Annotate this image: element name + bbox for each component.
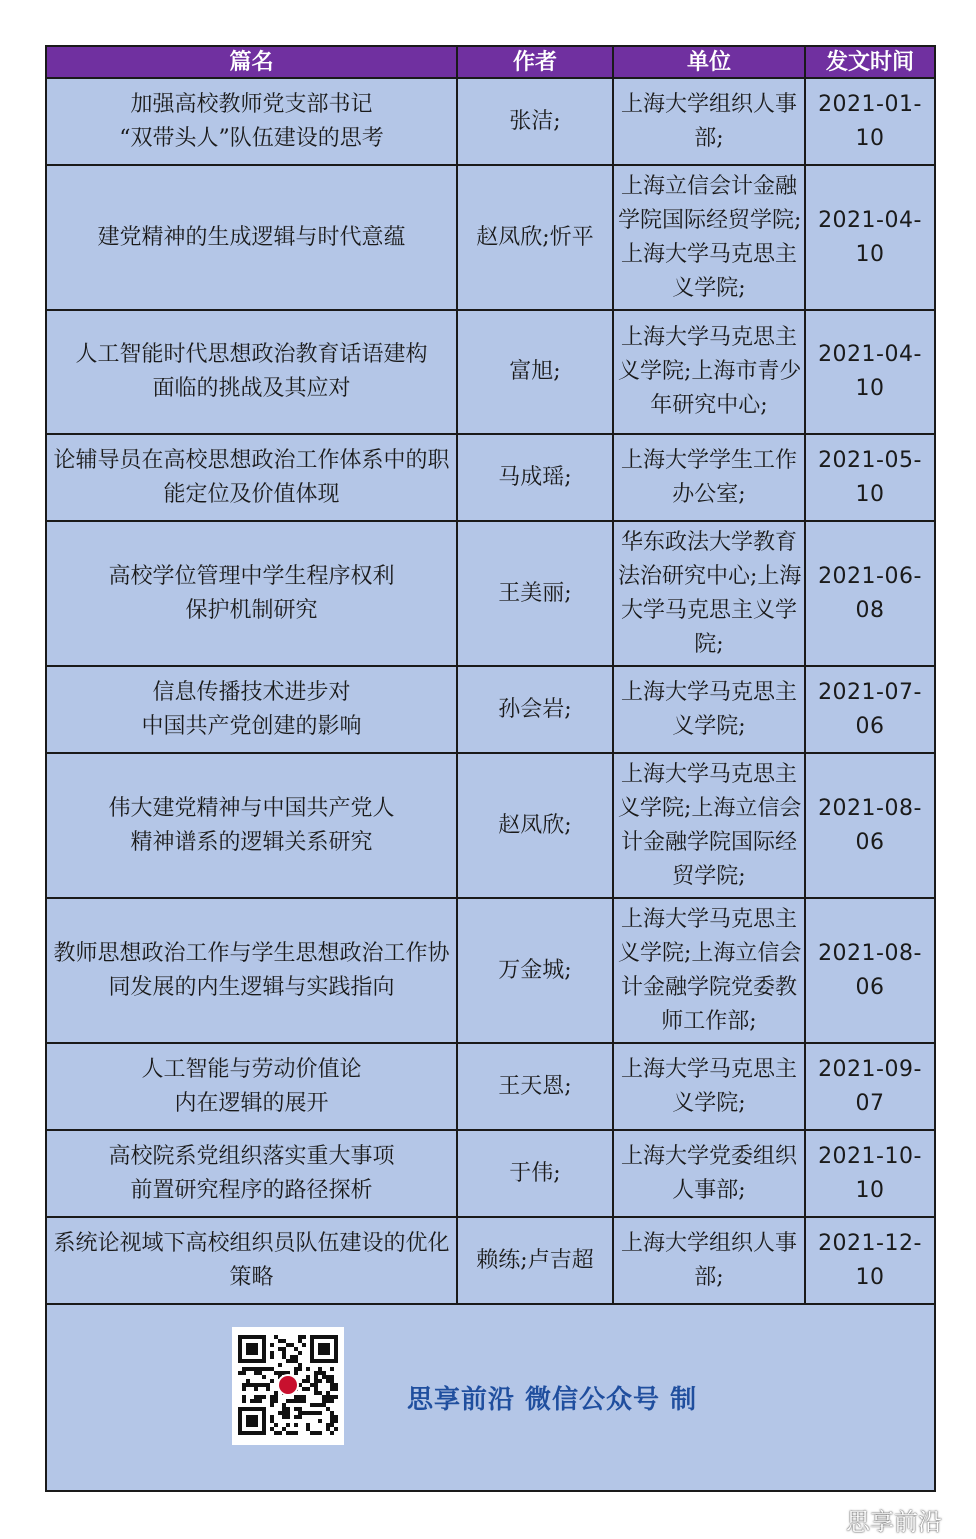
table-row (47, 1043, 934, 1130)
cell-unit (613, 434, 805, 521)
cell-title (47, 78, 457, 165)
header-row (47, 47, 934, 78)
table-row (47, 165, 934, 310)
header-date: 发文时间 (805, 47, 934, 78)
table-row (47, 666, 934, 753)
cell-author: 赵凤欣; (457, 753, 613, 898)
cell-date: 2021-09-07 (805, 1043, 934, 1130)
cell-unit (613, 1217, 805, 1304)
unit-line: 部; (694, 125, 724, 151)
table-row (47, 1217, 934, 1304)
cell-author: 孙会岩; (457, 666, 613, 753)
unit-line: 义学院;上海市青少 (618, 359, 802, 384)
title-line: 前置研究程序的路径探析 (130, 1177, 373, 1203)
cell-date: 2021-04-10 (805, 165, 934, 310)
watermark-text: 思享前沿 (846, 1508, 942, 1536)
title-line: 高校学位管理中学生程序权利 (108, 563, 395, 589)
title-line: 加强高校教师党支部书记 (130, 91, 373, 117)
cell-date: 2021-04-10 (805, 310, 934, 434)
title-line: 中国共产党创建的影响 (141, 713, 362, 739)
unit-line: 上海大学马克思主 (620, 325, 797, 350)
unit-line: 上海立信会计金融 (620, 173, 797, 199)
title-line: 保护机制研究 (185, 597, 318, 623)
cell-title (47, 165, 457, 310)
unit-line: 上海大学党委组织 (620, 1143, 797, 1169)
papers-sheet (45, 45, 936, 1492)
cell-title (47, 1043, 457, 1130)
cell-author: 赵凤欣;忻平 (457, 165, 613, 310)
title-line: 信息传播技术进步对 (152, 679, 351, 705)
cell-date: 2021-06-08 (805, 521, 934, 666)
cell-author: 万金城; (457, 898, 613, 1043)
cell-author: 马成瑶; (457, 434, 613, 521)
cell-date: 2021-01-10 (805, 78, 934, 165)
cell-title (47, 310, 457, 434)
cell-unit (613, 165, 805, 310)
title-line: 论辅导员在高校思想政治工作体系中的职 (53, 447, 450, 473)
unit-line: 学院国际经贸学院; (618, 207, 802, 233)
title-line: 同发展的内生逻辑与实践指向 (108, 974, 395, 1000)
unit-line: 办公室; (672, 481, 746, 507)
table-body (47, 78, 934, 1304)
table-row (47, 310, 934, 434)
table-row (47, 434, 934, 521)
cell-date: 2021-05-10 (805, 434, 934, 521)
cell-unit (613, 310, 805, 434)
cell-unit (613, 521, 805, 666)
title-line: 人工智能时代思想政治教育话语建构 (75, 342, 428, 367)
cell-author: 王美丽; (457, 521, 613, 666)
unit-line: 上海大学马克思主 (620, 241, 797, 267)
cell-author: 富旭; (457, 310, 613, 434)
cell-date: 2021-12-10 (805, 1217, 934, 1304)
table-row (47, 78, 934, 165)
unit-line: 义学院;上海立信会 (618, 795, 802, 821)
unit-line: 上海大学马克思主 (620, 1056, 797, 1082)
title-line: “双带头人”队伍建设的思考 (119, 125, 384, 151)
cell-date: 2021-08-06 (805, 753, 934, 898)
cell-title (47, 434, 457, 521)
unit-line: 院; (694, 631, 724, 657)
unit-line: 师工作部; (661, 1008, 757, 1034)
unit-line: 年研究中心; (650, 393, 768, 418)
table-row (47, 753, 934, 898)
unit-line: 义学院;上海立信会 (618, 940, 802, 966)
cell-date: 2021-10-10 (805, 1130, 934, 1217)
cell-unit (613, 1043, 805, 1130)
unit-line: 人事部; (672, 1177, 746, 1203)
cell-title (47, 898, 457, 1043)
footer-credit: 思享前沿 微信公众号 制 (407, 1385, 698, 1415)
unit-line: 义学院; (672, 1090, 746, 1116)
unit-line: 上海大学马克思主 (620, 679, 797, 705)
cell-author: 王天恩; (457, 1043, 613, 1130)
header-title: 篇名 (47, 47, 457, 78)
header-author: 作者 (457, 47, 613, 78)
unit-line: 计金融学院国际经 (620, 829, 797, 855)
papers-table (47, 47, 934, 1305)
unit-line: 法治研究中心;上海 (618, 563, 802, 589)
unit-line: 义学院; (672, 275, 746, 301)
cell-unit (613, 898, 805, 1043)
title-line: 策略 (229, 1264, 274, 1290)
cell-unit (613, 666, 805, 753)
unit-line: 上海大学马克思主 (620, 906, 797, 932)
title-line: 建党精神的生成逻辑与时代意蕴 (97, 224, 406, 250)
title-line: 能定位及价值体现 (163, 481, 340, 507)
qr-code-icon (232, 1327, 344, 1445)
cell-author: 赖练;卢吉超 (457, 1217, 613, 1304)
title-line: 内在逻辑的展开 (174, 1090, 329, 1116)
title-line: 面临的挑战及其应对 (152, 376, 351, 401)
table-row (47, 521, 934, 666)
cell-unit (613, 753, 805, 898)
cell-author: 张洁; (457, 78, 613, 165)
cell-date: 2021-07-06 (805, 666, 934, 753)
unit-line: 义学院; (672, 713, 746, 739)
cell-title (47, 666, 457, 753)
title-line: 人工智能与劳动价值论 (141, 1056, 362, 1082)
cell-unit (613, 1130, 805, 1217)
watermark (812, 1502, 942, 1537)
unit-line: 大学马克思主义学 (620, 597, 797, 623)
cell-author: 于伟; (457, 1130, 613, 1217)
title-line: 精神谱系的逻辑关系研究 (130, 829, 373, 855)
unit-line: 上海大学组织人事 (620, 1230, 797, 1256)
cell-title (47, 1217, 457, 1304)
unit-line: 上海大学学生工作 (620, 447, 797, 473)
title-line: 高校院系党组织落实重大事项 (108, 1143, 395, 1169)
unit-line: 部; (694, 1264, 724, 1290)
table-row (47, 1130, 934, 1217)
title-line: 教师思想政治工作与学生思想政治工作协 (53, 940, 450, 966)
cell-unit (613, 78, 805, 165)
cell-date: 2021-08-06 (805, 898, 934, 1043)
header-unit: 单位 (613, 47, 805, 78)
title-line: 系统论视域下高校组织员队伍建设的优化 (53, 1230, 450, 1256)
unit-line: 上海大学组织人事 (620, 91, 797, 117)
unit-line: 华东政法大学教育 (620, 529, 797, 555)
unit-line: 计金融学院党委教 (620, 974, 797, 1000)
cell-title (47, 1130, 457, 1217)
wechat-icon (812, 1507, 842, 1533)
unit-line: 贸学院; (672, 863, 746, 889)
footer-area (47, 1304, 934, 1490)
cell-title (47, 753, 457, 898)
title-line: 伟大建党精神与中国共产党人 (108, 795, 395, 821)
unit-line: 上海大学马克思主 (620, 761, 797, 787)
cell-title (47, 521, 457, 666)
table-row (47, 898, 934, 1043)
